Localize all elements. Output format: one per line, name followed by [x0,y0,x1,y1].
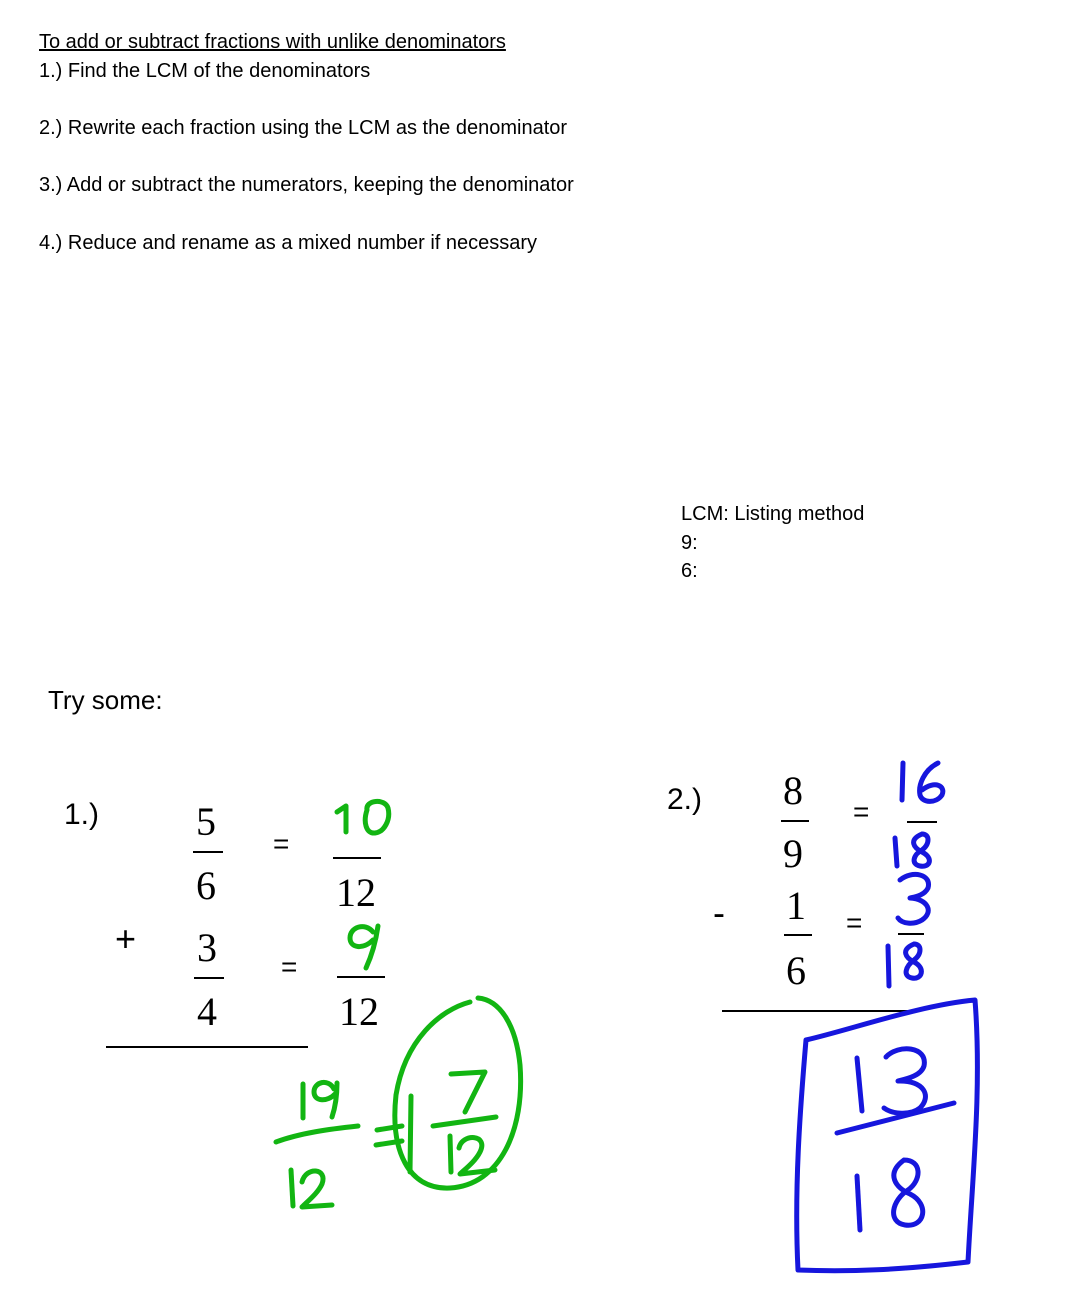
p2-equals-a: = [853,796,870,827]
lcm-title: LCM: Listing method [681,503,865,525]
p1-frac-b-denominator: 4 [197,989,217,1034]
p2-frac-b-denominator: 6 [786,948,806,993]
p2-rewrite-b-handwriting [888,874,929,986]
p2-frac-a-bar [781,820,809,822]
p1-frac-a-numerator: 5 [196,799,216,844]
p2-frac-a-denominator: 9 [783,831,803,876]
instructions-title: To add or subtract fractions with unlike denominators [39,31,506,53]
p1-rewrite-b-denominator: 12 [339,989,379,1034]
lcm-listing [681,500,864,586]
step-4: 4.) Reduce and rename as a mixed number if necessary [39,231,538,254]
p1-mixed-answer-handwriting [376,998,521,1188]
try-some-heading: Try some: [48,685,163,715]
lcm-row-9: 9: [681,531,698,554]
p1-sum-handwriting [276,1082,358,1207]
p2-rewrite-b-bar [898,933,924,935]
p1-rewrite-a-numerator-handwriting [337,801,389,833]
p1-equals-a: = [273,828,290,859]
p2-frac-a-numerator: 8 [783,768,803,813]
p1-sum-line [106,1046,308,1048]
step-3: 3.) Add or subtract the numerators, keeping the denominator [39,174,574,197]
p2-frac-b-bar [784,934,812,936]
p1-rewrite-b-bar [337,976,385,978]
p1-rewrite-a-bar [333,857,381,859]
p2-equals-b: = [846,907,863,938]
lcm-row-6: 6: [681,560,698,582]
p2-minus-operator: - [713,892,725,933]
p1-plus-operator: + [115,918,137,959]
step-2: 2.) Rewrite each fraction using the LCM as the denominator [39,117,568,140]
problem-1-label: 1.) [64,798,100,831]
p1-rewrite-a-denominator: 12 [336,870,376,915]
p1-frac-b-numerator: 3 [197,925,217,970]
problem-2-label: 2.) [667,783,703,816]
p1-frac-a-denominator: 6 [196,863,216,908]
p2-frac-b-numerator: 1 [786,883,806,928]
p1-equals-b: = [281,951,298,982]
step-1: 1.) Find the LCM of the denominators [39,59,371,82]
p1-frac-b-bar [194,977,224,979]
p2-rewrite-a-bar [907,821,937,823]
p2-rewrite-a-handwriting [895,763,943,866]
p2-answer-handwriting [797,1000,978,1271]
p2-difference-line [722,1010,914,1012]
p1-frac-a-bar [193,851,223,853]
p1-rewrite-b-numerator-handwriting [350,926,378,968]
instruction-list [39,28,574,258]
